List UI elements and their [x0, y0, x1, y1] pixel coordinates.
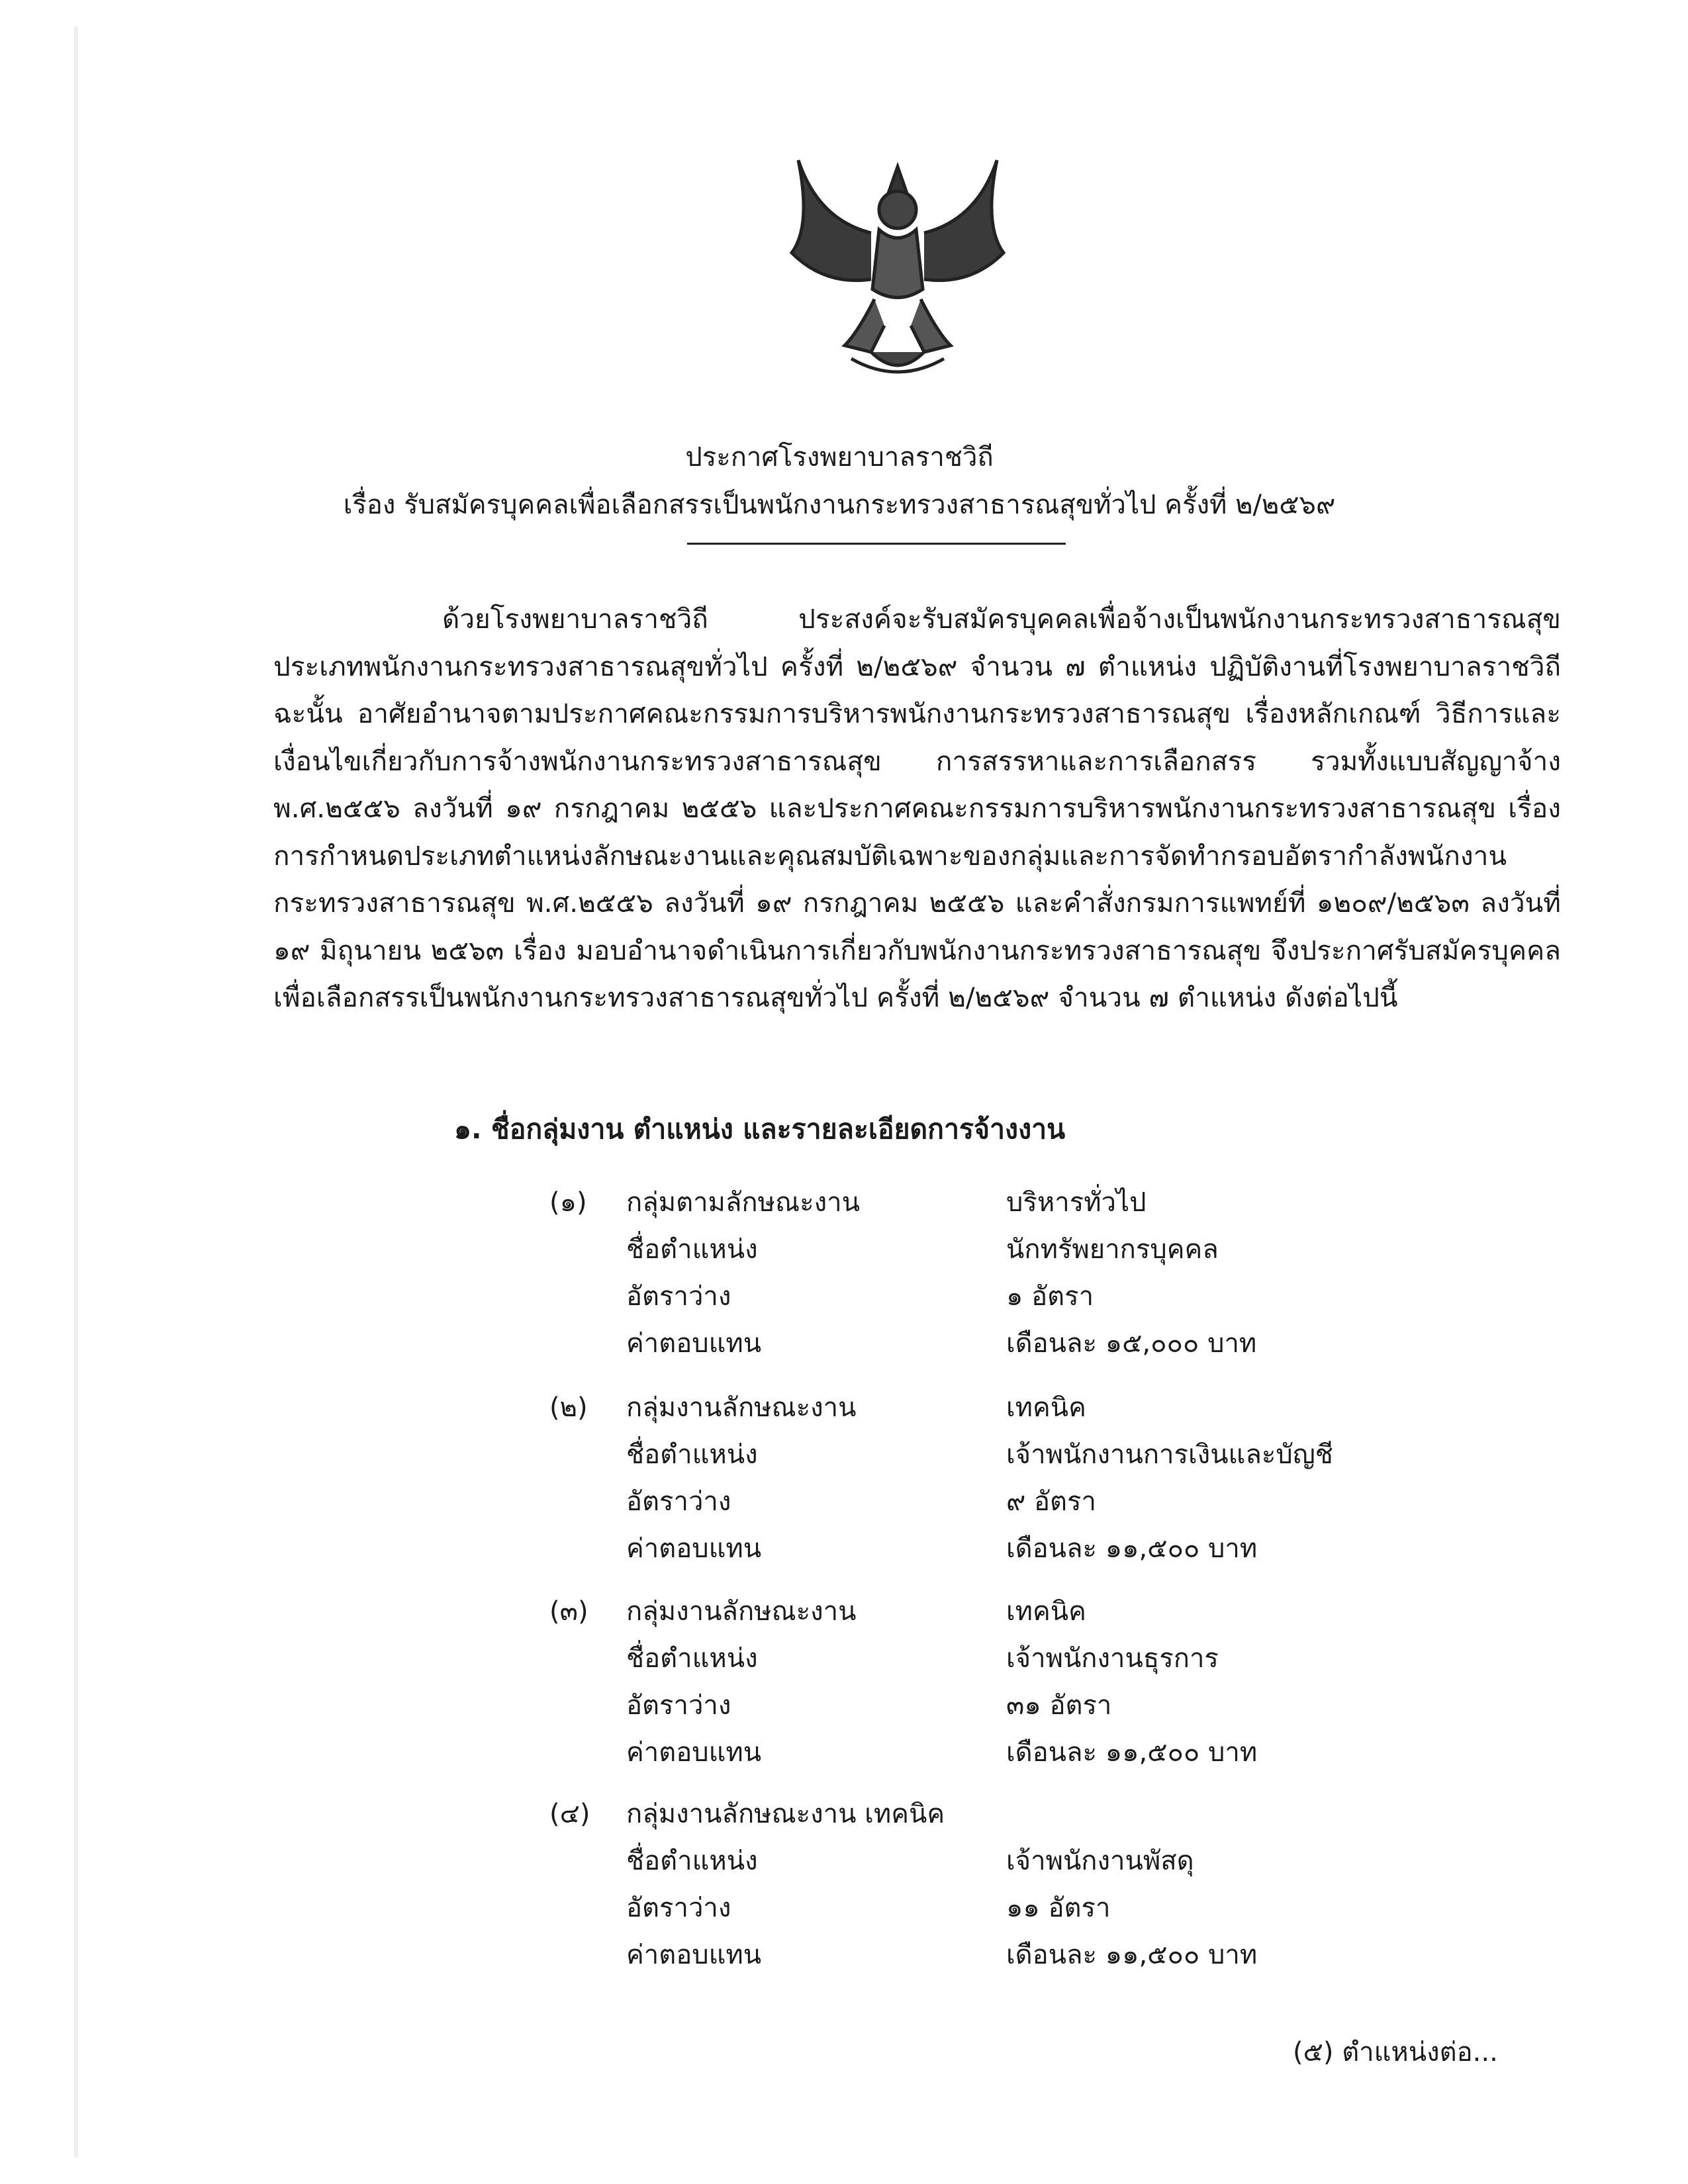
document-page — [78, 26, 1601, 2158]
pay-label: ค่าตอบแทน — [626, 1533, 762, 1564]
announcement-title: ประกาศโรงพยาบาลราชวิถี — [685, 442, 994, 473]
announcement-subject: เรื่อง รับสมัครบุคคลเพื่อเลือกสรรเป็นพนักงานกระทรวงสาธารณสุขทั่วไป ครั้งที่ ๒/๒๕๖๙ — [343, 490, 1336, 520]
vacancy-label: อัตราว่าง — [626, 1690, 731, 1721]
name-value: เจ้าพนักงานธุรการ — [1006, 1643, 1219, 1674]
name-label: ชื่อตำแหน่ง — [626, 1845, 758, 1876]
title-divider — [687, 543, 1066, 545]
group-value: เทคนิค — [1006, 1392, 1086, 1423]
position-number: (๑) — [549, 1187, 587, 1218]
position-block-2 — [549, 1383, 1333, 1571]
group-value: เทคนิค — [1006, 1596, 1086, 1627]
position-number: (๔) — [549, 1798, 590, 1829]
vacancy-label: อัตราว่าง — [626, 1486, 731, 1517]
vacancy-value: ๑๑ อัตรา — [1006, 1892, 1111, 1923]
vacancy-label: อัตราว่าง — [626, 1892, 731, 1923]
vacancy-value: ๓๑ อัตรา — [1006, 1690, 1112, 1721]
name-label: ชื่อตำแหน่ง — [626, 1643, 758, 1674]
pay-value: เดือนละ ๑๑,๕๐๐ บาท — [1006, 1533, 1258, 1564]
name-label: ชื่อตำแหน่ง — [626, 1234, 758, 1265]
position-block-1 — [549, 1178, 1256, 1366]
name-value: เจ้าพนักงานการเงินและบัญชี — [1006, 1439, 1333, 1470]
name-label: ชื่อตำแหน่ง — [626, 1439, 758, 1470]
vacancy-value: ๙ อัตรา — [1006, 1486, 1096, 1517]
pay-label: ค่าตอบแทน — [626, 1737, 762, 1768]
group-label: กลุ่มงานลักษณะงาน — [626, 1392, 857, 1423]
section-heading: ๑. ชื่อกลุ่มงาน ตำแหน่ง และรายละเอียดการจ้างงาน — [454, 1113, 1066, 1145]
continued-note: (๕) ตำแหน่งต่อ... — [1293, 2037, 1498, 2068]
position-number: (๓) — [549, 1596, 588, 1627]
pay-value: เดือนละ ๑๑,๕๐๐ บาท — [1006, 1939, 1258, 1970]
body-text: ด้วยโรงพยาบาลราชวิถี ประสงค์จะรับสมัครบุคคลเพื่อจ้างเป็นพนักงานกระทรวงสาธารณสุข ประเภทพนักงานกระทรวงสาธารณสุขทั่วไป ครั้งที่ ๒/๒๕๖๙ จำนวน ๗ ตำแหน่ง ปฏิบัติงานที่โรงพยาบาลราชวิถี ฉะนั้น อาศัยอำนาจตามประกาศคณะกรรมการบริหารพนักงานกระทรวงสาธารณสุข เรื่องหลักเกณฑ์ วิธีการและเงื่อนไขเกี่ยวกับการจ้างพนักงานกระทรวงสาธารณสุข การสรรหาและการเลือกสรร รวมทั้งแบบสัญญาจ้าง พ.ศ.๒๕๕๖ ลงวันที่ ๑๙ กรกฎาคม ๒๕๕๖ และประกาศคณะกรรมการบริหารพนักงานกระทรวงสาธารณสุข เรื่อง การกำหนดประเภทตำแหน่งลักษณะงานและคุณสมบัติเฉพาะของกลุ่มและการจัดทำกรอบอัตรากำลังพนักงานกระทรวงสาธารณสุข พ.ศ.๒๕๕๖ ลงวันที่ ๑๙ กรกฎาคม ๒๕๕๖ และคำสั่งกรมการแพทย์ที่ ๑๒๐๙/๒๕๖๓ ลงวันที่ ๑๙ มิถุนายน ๒๕๖๓ เรื่อง มอบอำนาจดำเนินการเกี่ยวกับพนักงานกระทรวงสาธารณสุข จึงประกาศรับสมัครบุคคลเพื่อเลือกสรรเป็นพนักงานกระทรวงสาธารณสุขทั่วไป ครั้งที่ ๒/๒๕๖๙ จำนวน ๗ ตำแหน่ง ดังต่อไปนี้ — [273, 603, 1561, 1013]
garuda-emblem-icon — [772, 147, 1023, 385]
pay-label: ค่าตอบแทน — [626, 1328, 762, 1359]
name-value: นักทรัพยากรบุคคล — [1006, 1234, 1219, 1265]
position-number: (๒) — [549, 1392, 588, 1423]
pay-value: เดือนละ ๑๕,๐๐๐ บาท — [1006, 1328, 1257, 1359]
pay-value: เดือนละ ๑๑,๕๐๐ บาท — [1006, 1737, 1258, 1768]
announcement-body — [273, 596, 1561, 1022]
vacancy-value: ๑ อัตรา — [1006, 1281, 1094, 1312]
group-value: บริหารทั่วไป — [1006, 1187, 1147, 1218]
vacancy-label: อัตราว่าง — [626, 1281, 731, 1312]
group-label: กลุ่มงานลักษณะงาน — [626, 1596, 857, 1627]
name-value: เจ้าพนักงานพัสดุ — [1006, 1845, 1194, 1876]
position-block-4 — [549, 1790, 1257, 1978]
group-inline: กลุ่มงานลักษณะงาน เทคนิค — [626, 1798, 945, 1829]
position-block-3 — [549, 1587, 1257, 1775]
pay-label: ค่าตอบแทน — [626, 1939, 762, 1970]
group-label: กลุ่มตามลักษณะงาน — [626, 1187, 860, 1218]
